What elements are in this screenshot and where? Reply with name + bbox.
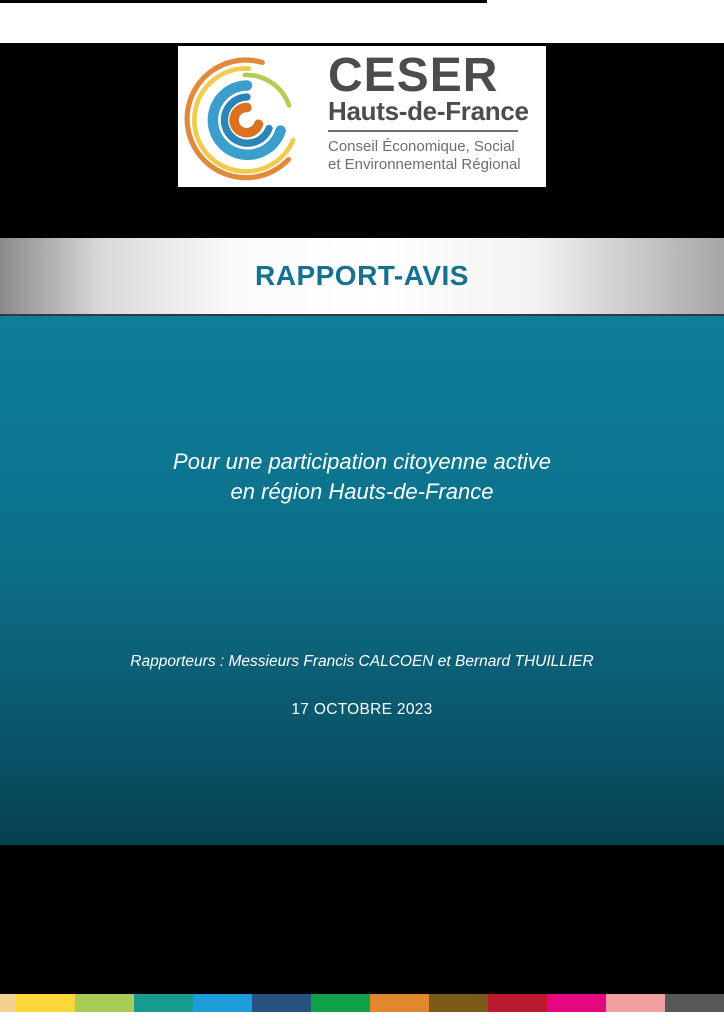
color-block (606, 994, 665, 1012)
logo-subtitle-line2: et Environnemental Régional (328, 156, 521, 174)
cover-title-line1: Pour une participation citoyenne active (173, 449, 551, 474)
ceser-logo (178, 46, 546, 187)
cover-date: 17 OCTOBRE 2023 (291, 701, 433, 718)
color-block (429, 994, 488, 1012)
ceser-swirl-icon (184, 55, 310, 181)
color-block (75, 994, 134, 1012)
cover-title-line2: en région Hauts-de-France (230, 479, 494, 504)
color-block (16, 994, 75, 1012)
cover-body (0, 316, 724, 845)
top-edge-line (0, 0, 487, 3)
cover-title (0, 447, 724, 507)
banner-title: RAPPORT-AVIS (255, 260, 469, 291)
color-block (134, 994, 193, 1012)
color-block (311, 994, 370, 1012)
logo-acronym: CESER (328, 49, 499, 102)
logo-subtitle-line1: Conseil Économique, Social (328, 138, 515, 156)
color-block (252, 994, 311, 1012)
color-block (547, 994, 606, 1012)
color-block (665, 994, 724, 1012)
color-block (370, 994, 429, 1012)
footer-black-band (0, 845, 724, 994)
cover-rapporteurs: Rapporteurs : Messieurs Francis CALCOEN et Bernard THUILLIER (130, 653, 594, 670)
color-block (488, 994, 547, 1012)
header-black-band (0, 43, 724, 238)
color-block (193, 994, 252, 1012)
footer-color-strip (0, 994, 724, 1012)
logo-divider (328, 130, 518, 132)
color-block (0, 994, 16, 1012)
title-banner (0, 238, 724, 316)
logo-region-name: Hauts-de-France (328, 96, 529, 127)
logo-text-block (328, 49, 529, 187)
